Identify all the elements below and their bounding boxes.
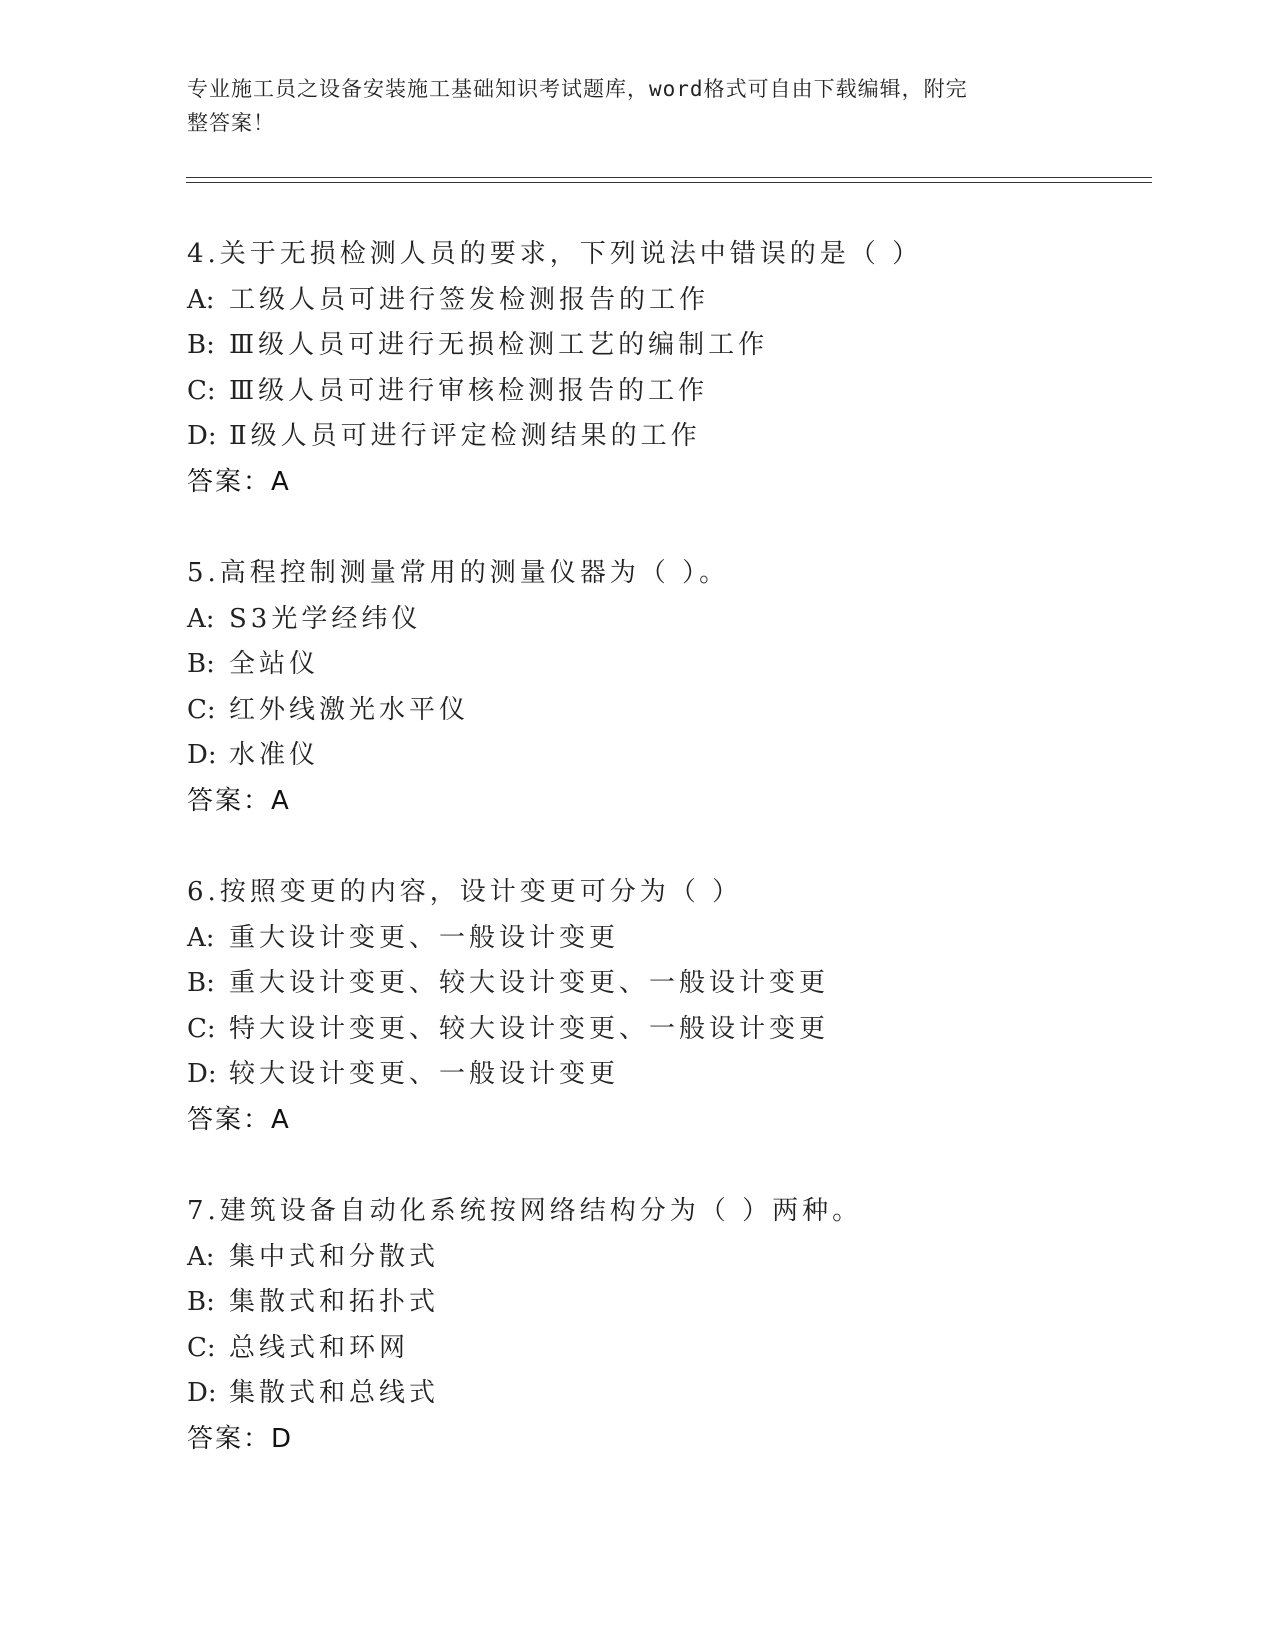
option-text: 水准仪	[229, 740, 320, 771]
option-text: 重大设计变更、一般设计变更	[229, 922, 620, 953]
option-c	[187, 1007, 1187, 1053]
option-text: S3光学经纬仪	[229, 603, 422, 634]
option-a	[187, 1235, 1187, 1281]
option-letter: D:	[187, 1378, 217, 1409]
option-c	[187, 688, 1187, 734]
option-text: 全站仪	[229, 649, 320, 680]
header-line-1: 专业施工员之设备安装施工基础知识考试题库，word格式可自由下载编辑，附完	[187, 77, 968, 101]
option-letter: B:	[187, 649, 215, 680]
option-a	[187, 278, 1187, 324]
option-text: 重大设计变更、较大设计变更、一般设计变更	[229, 968, 830, 999]
option-b	[187, 961, 1187, 1007]
answer-line: 答案：A	[187, 1104, 291, 1135]
option-letter: A:	[187, 922, 215, 953]
option-text: 集散式和总线式	[229, 1378, 440, 1409]
option-d	[187, 733, 1187, 779]
option-letter: C:	[187, 1332, 216, 1363]
option-c	[187, 369, 1187, 415]
answer-line: 答案：D	[187, 1423, 294, 1454]
question-stem: 6.按照变更的内容，设计变更可分为（ ）	[187, 877, 743, 907]
option-text: 总线式和环网	[229, 1332, 410, 1363]
document-header	[187, 72, 1067, 140]
question-stem: 5.高程控制测量常用的测量仪器为（ ）。	[187, 558, 730, 588]
header-divider-top	[186, 177, 1152, 178]
option-b	[187, 1280, 1187, 1326]
option-text: Ⅲ级人员可进行无损检测工艺的编制工作	[229, 330, 769, 361]
question-block	[187, 551, 1187, 825]
option-letter: A:	[187, 284, 215, 315]
option-text: 特大设计变更、较大设计变更、一般设计变更	[229, 1013, 830, 1044]
option-letter: B:	[187, 1287, 215, 1318]
question-block	[187, 232, 1187, 506]
answer-line: 答案：A	[187, 466, 291, 497]
question-block	[187, 870, 1187, 1144]
option-text: 集散式和拓扑式	[229, 1287, 440, 1318]
option-letter: B:	[187, 968, 215, 999]
option-letter: A:	[187, 1241, 215, 1272]
option-letter: D:	[187, 740, 217, 771]
option-text: Ⅲ级人员可进行审核检测报告的工作	[229, 375, 709, 406]
option-letter: B:	[187, 330, 215, 361]
option-letter: D:	[187, 1059, 217, 1090]
option-b	[187, 642, 1187, 688]
option-text: 较大设计变更、一般设计变更	[229, 1059, 620, 1090]
option-a	[187, 597, 1187, 643]
option-letter: C:	[187, 694, 216, 725]
option-text: 集中式和分散式	[229, 1241, 440, 1272]
question-stem: 7.建筑设备自动化系统按网络结构分为（ ）两种。	[187, 1196, 863, 1226]
option-a	[187, 916, 1187, 962]
option-b	[187, 323, 1187, 369]
option-letter: C:	[187, 375, 216, 406]
option-letter: A:	[187, 603, 215, 634]
header-divider-bottom	[186, 182, 1152, 183]
option-d	[187, 1371, 1187, 1417]
option-letter: C:	[187, 1013, 216, 1044]
question-stem: 4.关于无损检测人员的要求，下列说法中错误的是（ ）	[187, 239, 923, 269]
question-block	[187, 1189, 1187, 1463]
option-d	[187, 1052, 1187, 1098]
option-text: 红外线激光水平仪	[229, 694, 470, 725]
option-text: 工级人员可进行签发检测报告的工作	[229, 284, 710, 315]
header-line-2: 整答案！	[187, 111, 275, 135]
option-c	[187, 1326, 1187, 1372]
option-d	[187, 414, 1187, 460]
answer-line: 答案：A	[187, 785, 291, 816]
option-letter: D:	[187, 421, 217, 452]
option-text: Ⅱ级人员可进行评定检测结果的工作	[229, 421, 701, 452]
